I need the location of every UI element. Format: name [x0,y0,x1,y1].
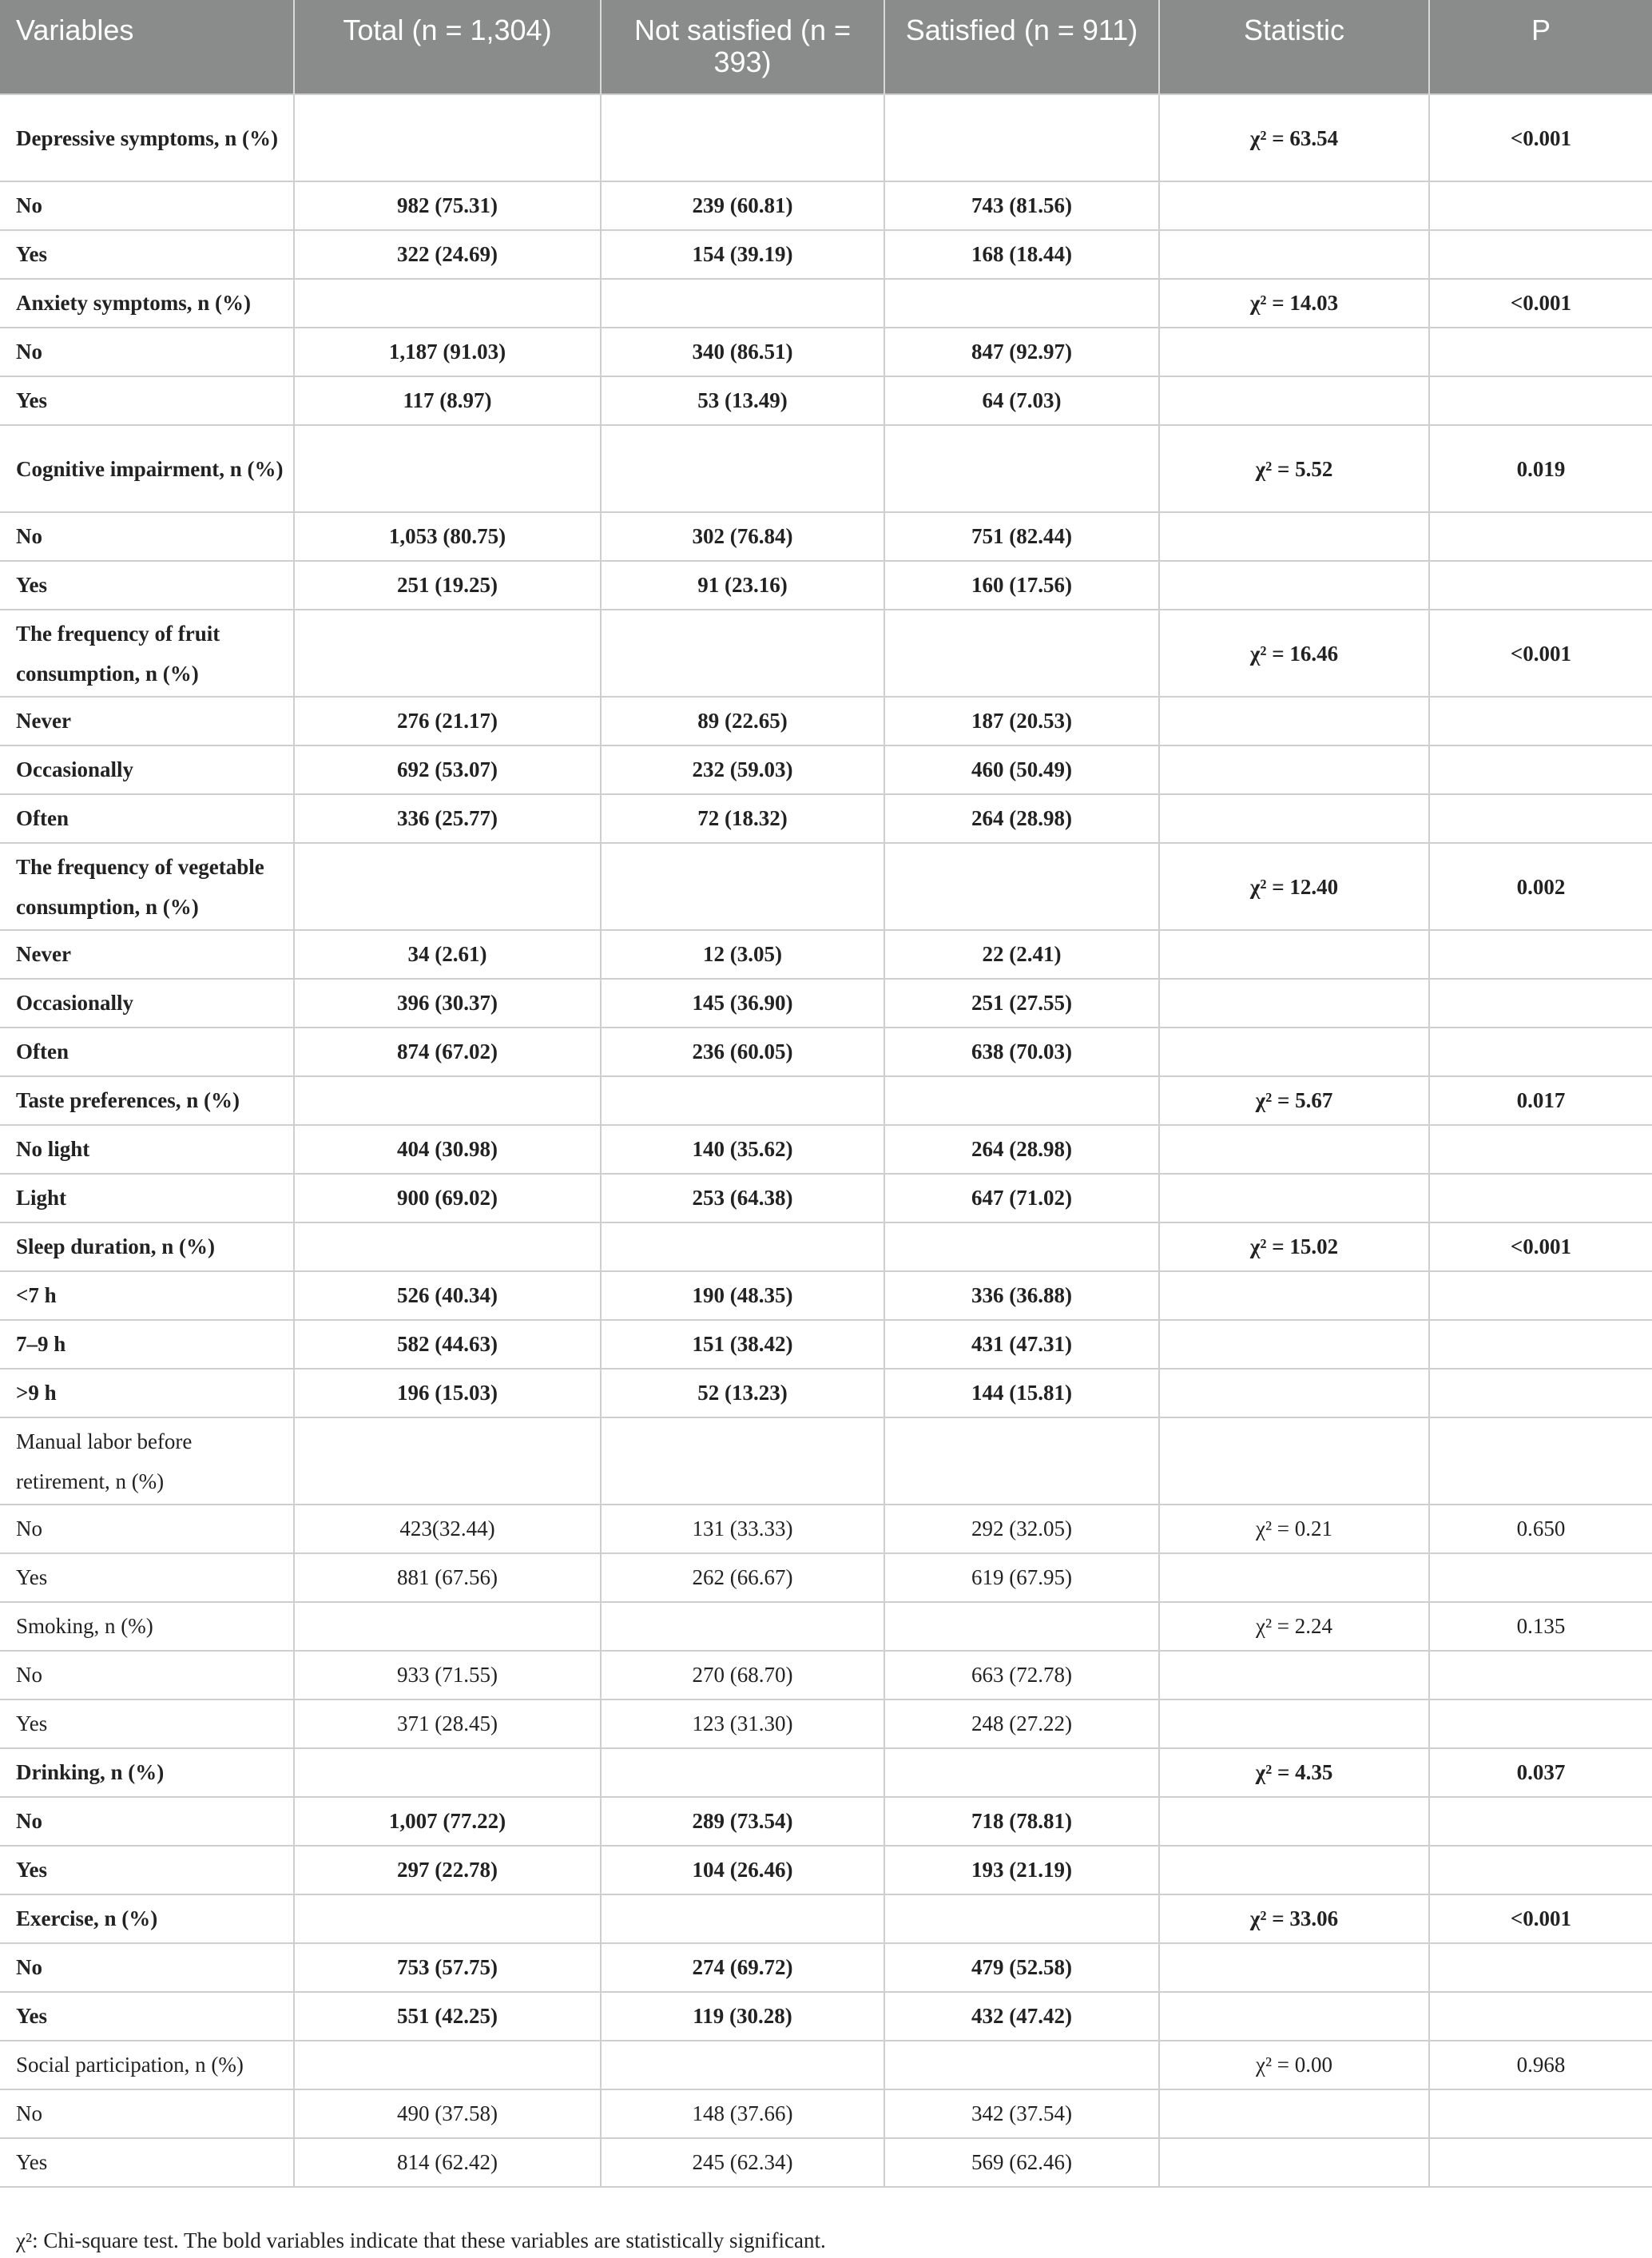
cell-not-satisfied: 190 (48.35) [601,1271,884,1320]
table-row [0,1222,1652,1271]
cell-satisfied: 432 (47.42) [884,1992,1159,2041]
cell-total: 196 (15.03) [294,1369,601,1417]
cell-p: <0.001 [1429,1894,1652,1943]
cell-statistic [1159,1846,1429,1894]
cell-satisfied: 64 (7.03) [884,376,1159,425]
cell-statistic [1159,697,1429,745]
table-row [0,1651,1652,1699]
table-header [0,0,1652,94]
cell-variable: Cognitive impairment, n (%) [0,425,294,512]
cell-not-satisfied: 53 (13.49) [601,376,884,425]
table-row [0,794,1652,843]
cell-p: 0.968 [1429,2041,1652,2089]
table-row [0,843,1652,930]
cell-total: 933 (71.55) [294,1651,601,1699]
cell-total: 526 (40.34) [294,1271,601,1320]
cell-not-satisfied: 236 (60.05) [601,1028,884,1076]
cell-satisfied: 479 (52.58) [884,1943,1159,1992]
cell-satisfied: 460 (50.49) [884,745,1159,794]
cell-p: <0.001 [1429,94,1652,181]
cell-p [1429,512,1652,561]
table-row [0,979,1652,1028]
cell-total [294,1748,601,1797]
cell-statistic [1159,1417,1429,1505]
cell-total: 336 (25.77) [294,794,601,843]
cell-p: 0.135 [1429,1602,1652,1651]
table-footnote: χ²: Chi-square test. The bold variables indicate that these variables are statistically significant. [16,2228,826,2252]
cell-satisfied: 22 (2.41) [884,930,1159,979]
cell-not-satisfied [601,1222,884,1271]
table-row [0,425,1652,512]
cell-total: 1,007 (77.22) [294,1797,601,1846]
cell-statistic [1159,1943,1429,1992]
cell-variable: Often [0,794,294,843]
cell-satisfied [884,843,1159,930]
cell-total: 551 (42.25) [294,1992,601,2041]
table-row [0,94,1652,181]
cell-total: 692 (53.07) [294,745,601,794]
cell-statistic [1159,930,1429,979]
cell-variable: Occasionally [0,745,294,794]
cell-not-satisfied: 289 (73.54) [601,1797,884,1846]
cell-total: 982 (75.31) [294,181,601,230]
cell-not-satisfied: 140 (35.62) [601,1125,884,1174]
cell-statistic: χ² = 15.02 [1159,1222,1429,1271]
cell-variable: Social participation, n (%) [0,2041,294,2089]
table-row [0,328,1652,376]
cell-total: 396 (30.37) [294,979,601,1028]
cell-total: 117 (8.97) [294,376,601,425]
header-satisfied: Satisfied (n = 911) [884,0,1159,94]
cell-p [1429,1174,1652,1222]
cell-not-satisfied: 253 (64.38) [601,1174,884,1222]
cell-satisfied: 144 (15.81) [884,1369,1159,1417]
cell-total [294,1222,601,1271]
cell-total: 1,053 (80.75) [294,512,601,561]
cell-statistic: χ² = 5.52 [1159,425,1429,512]
cell-total [294,1602,601,1651]
cell-total [294,1894,601,1943]
table-row [0,1174,1652,1222]
cell-variable: The frequency of vegetable consumption, n (%) [0,843,294,930]
table-body [0,94,1652,2187]
cell-variable: The frequency of fruit consumption, n (%) [0,610,294,697]
cell-statistic [1159,2089,1429,2138]
cell-statistic [1159,1553,1429,1602]
cell-variable: No light [0,1125,294,1174]
table-row [0,1553,1652,1602]
cell-p: 0.017 [1429,1076,1652,1125]
cell-total: 1,187 (91.03) [294,328,601,376]
cell-variable: Depressive symptoms, n (%) [0,94,294,181]
cell-variable: Manual labor before retirement, n (%) [0,1417,294,1505]
cell-total: 874 (67.02) [294,1028,601,1076]
cell-statistic [1159,2138,1429,2187]
table-row [0,1943,1652,1992]
cell-p [1429,1417,1652,1505]
cell-p: <0.001 [1429,1222,1652,1271]
cell-total: 753 (57.75) [294,1943,601,1992]
cell-variable: >9 h [0,1369,294,1417]
cell-p: <0.001 [1429,610,1652,697]
cell-total [294,94,601,181]
cell-p [1429,181,1652,230]
cell-statistic [1159,561,1429,610]
cell-p [1429,794,1652,843]
cell-variable: Occasionally [0,979,294,1028]
table-row [0,376,1652,425]
cell-satisfied: 187 (20.53) [884,697,1159,745]
cell-p: 0.002 [1429,843,1652,930]
cell-variable: No [0,1651,294,1699]
cell-total: 297 (22.78) [294,1846,601,1894]
cell-variable: Smoking, n (%) [0,1602,294,1651]
cell-p [1429,745,1652,794]
cell-statistic [1159,794,1429,843]
cell-satisfied: 718 (78.81) [884,1797,1159,1846]
cell-not-satisfied: 123 (31.30) [601,1699,884,1748]
cell-not-satisfied [601,1076,884,1125]
table-row [0,1320,1652,1369]
cell-variable: Yes [0,230,294,279]
cell-statistic [1159,1699,1429,1748]
cell-variable: Sleep duration, n (%) [0,1222,294,1271]
cell-not-satisfied [601,94,884,181]
cell-statistic: χ² = 2.24 [1159,1602,1429,1651]
cell-p [1429,697,1652,745]
table-row [0,1894,1652,1943]
header-variables: Variables [0,0,294,94]
cell-statistic [1159,979,1429,1028]
cell-variable: Never [0,697,294,745]
cell-total: 814 (62.42) [294,2138,601,2187]
cell-total [294,843,601,930]
cell-total: 404 (30.98) [294,1125,601,1174]
cell-not-satisfied: 131 (33.33) [601,1505,884,1553]
cell-satisfied [884,94,1159,181]
cell-total [294,1417,601,1505]
table-row [0,512,1652,561]
cell-total [294,1076,601,1125]
cell-total: 251 (19.25) [294,561,601,610]
cell-variable: No [0,1943,294,1992]
cell-not-satisfied: 72 (18.32) [601,794,884,843]
table-row [0,697,1652,745]
cell-satisfied: 743 (81.56) [884,181,1159,230]
table-row [0,1797,1652,1846]
cell-variable: 7–9 h [0,1320,294,1369]
cell-variable: Taste preferences, n (%) [0,1076,294,1125]
cell-not-satisfied: 89 (22.65) [601,697,884,745]
cell-total: 881 (67.56) [294,1553,601,1602]
cell-satisfied: 847 (92.97) [884,328,1159,376]
table-row [0,1748,1652,1797]
cell-not-satisfied [601,1894,884,1943]
cell-not-satisfied [601,279,884,328]
cell-satisfied [884,610,1159,697]
cell-not-satisfied: 145 (36.90) [601,979,884,1028]
cell-variable: No [0,181,294,230]
cell-satisfied: 264 (28.98) [884,1125,1159,1174]
cell-variable: Never [0,930,294,979]
table-row [0,2138,1652,2187]
cell-total: 34 (2.61) [294,930,601,979]
table-row [0,1125,1652,1174]
cell-variable: No [0,1505,294,1553]
cell-not-satisfied: 52 (13.23) [601,1369,884,1417]
cell-satisfied: 264 (28.98) [884,794,1159,843]
cell-not-satisfied: 270 (68.70) [601,1651,884,1699]
table-row [0,1271,1652,1320]
cell-satisfied [884,279,1159,328]
cell-statistic [1159,1028,1429,1076]
cell-not-satisfied: 274 (69.72) [601,1943,884,1992]
cell-p [1429,1943,1652,1992]
cell-p [1429,1553,1652,1602]
cell-p [1429,1125,1652,1174]
cell-statistic [1159,1369,1429,1417]
cell-variable: <7 h [0,1271,294,1320]
header-row [0,0,1652,94]
cell-statistic [1159,745,1429,794]
cell-statistic [1159,181,1429,230]
cell-satisfied [884,1602,1159,1651]
cell-p [1429,979,1652,1028]
cell-satisfied [884,1076,1159,1125]
table-row [0,1505,1652,1553]
cell-statistic: χ² = 12.40 [1159,843,1429,930]
cell-total [294,2041,601,2089]
cell-statistic [1159,1992,1429,2041]
cell-satisfied: 751 (82.44) [884,512,1159,561]
cell-not-satisfied: 232 (59.03) [601,745,884,794]
cell-satisfied: 160 (17.56) [884,561,1159,610]
table-row [0,745,1652,794]
cell-satisfied: 569 (62.46) [884,2138,1159,2187]
table-row [0,930,1652,979]
cell-statistic [1159,1651,1429,1699]
cell-p [1429,1369,1652,1417]
cell-variable: No [0,1797,294,1846]
cell-variable: Yes [0,376,294,425]
cell-variable: Drinking, n (%) [0,1748,294,1797]
table-row [0,2089,1652,2138]
cell-p [1429,328,1652,376]
cell-statistic [1159,1797,1429,1846]
cell-not-satisfied: 148 (37.66) [601,2089,884,2138]
cell-statistic: χ² = 63.54 [1159,94,1429,181]
header-p: P [1429,0,1652,94]
table-row [0,1076,1652,1125]
cell-variable: No [0,328,294,376]
cell-statistic [1159,512,1429,561]
cell-statistic [1159,1125,1429,1174]
cell-statistic: χ² = 33.06 [1159,1894,1429,1943]
cell-p [1429,2089,1652,2138]
cell-total: 322 (24.69) [294,230,601,279]
table-row [0,610,1652,697]
cell-variable: No [0,512,294,561]
cell-satisfied: 336 (36.88) [884,1271,1159,1320]
cell-statistic: χ² = 4.35 [1159,1748,1429,1797]
table-row [0,1028,1652,1076]
cell-satisfied: 431 (47.31) [884,1320,1159,1369]
cell-total [294,425,601,512]
cell-variable: Yes [0,1846,294,1894]
table-row [0,561,1652,610]
cell-satisfied: 168 (18.44) [884,230,1159,279]
header-statistic: Statistic [1159,0,1429,94]
cell-not-satisfied [601,425,884,512]
cell-not-satisfied [601,610,884,697]
cell-p [1429,1699,1652,1748]
cell-variable: Light [0,1174,294,1222]
cell-satisfied: 663 (72.78) [884,1651,1159,1699]
cell-variable: Exercise, n (%) [0,1894,294,1943]
cell-not-satisfied: 104 (26.46) [601,1846,884,1894]
cell-total: 582 (44.63) [294,1320,601,1369]
cell-total [294,610,601,697]
cell-total [294,279,601,328]
cell-p [1429,2138,1652,2187]
cell-not-satisfied: 340 (86.51) [601,328,884,376]
cell-p [1429,1651,1652,1699]
table-row [0,230,1652,279]
cell-not-satisfied: 91 (23.16) [601,561,884,610]
cell-variable: Yes [0,1699,294,1748]
cell-p [1429,1992,1652,2041]
cell-not-satisfied: 262 (66.67) [601,1553,884,1602]
table-row [0,1417,1652,1505]
cell-satisfied: 342 (37.54) [884,2089,1159,2138]
cell-p [1429,1797,1652,1846]
table-row [0,1992,1652,2041]
cell-satisfied: 619 (67.95) [884,1553,1159,1602]
cell-p [1429,1846,1652,1894]
cell-total: 371 (28.45) [294,1699,601,1748]
cell-p [1429,1320,1652,1369]
cell-not-satisfied: 12 (3.05) [601,930,884,979]
cell-satisfied [884,1894,1159,1943]
cell-satisfied [884,1417,1159,1505]
cell-not-satisfied: 239 (60.81) [601,181,884,230]
cell-p [1429,1271,1652,1320]
table-row [0,2041,1652,2089]
cell-satisfied [884,1222,1159,1271]
cell-variable: Yes [0,561,294,610]
header-total: Total (n = 1,304) [294,0,601,94]
cell-not-satisfied [601,1748,884,1797]
cell-statistic: χ² = 16.46 [1159,610,1429,697]
cell-p [1429,1028,1652,1076]
cell-p: <0.001 [1429,279,1652,328]
table-row [0,1846,1652,1894]
cell-total: 423(32.44) [294,1505,601,1553]
table-row [0,181,1652,230]
cell-variable: Yes [0,2138,294,2187]
cell-not-satisfied: 245 (62.34) [601,2138,884,2187]
cell-not-satisfied [601,1602,884,1651]
cell-total: 490 (37.58) [294,2089,601,2138]
cell-not-satisfied [601,1417,884,1505]
cell-variable: Yes [0,1553,294,1602]
cell-statistic [1159,328,1429,376]
cell-statistic [1159,1271,1429,1320]
cell-satisfied: 638 (70.03) [884,1028,1159,1076]
cell-statistic [1159,376,1429,425]
cell-p [1429,561,1652,610]
cell-total: 900 (69.02) [294,1174,601,1222]
cell-not-satisfied: 151 (38.42) [601,1320,884,1369]
cell-total: 276 (21.17) [294,697,601,745]
cell-satisfied: 248 (27.22) [884,1699,1159,1748]
cell-p: 0.650 [1429,1505,1652,1553]
table-row [0,1699,1652,1748]
cell-statistic [1159,230,1429,279]
table-row [0,1602,1652,1651]
cell-satisfied [884,425,1159,512]
table-row [0,1369,1652,1417]
cell-statistic: χ² = 0.00 [1159,2041,1429,2089]
cell-variable: Anxiety symptoms, n (%) [0,279,294,328]
table-row [0,279,1652,328]
cell-not-satisfied: 154 (39.19) [601,230,884,279]
cell-p: 0.037 [1429,1748,1652,1797]
cell-satisfied: 193 (21.19) [884,1846,1159,1894]
cell-satisfied: 251 (27.55) [884,979,1159,1028]
cell-variable: Often [0,1028,294,1076]
cell-statistic [1159,1320,1429,1369]
cell-p: 0.019 [1429,425,1652,512]
cell-not-satisfied [601,843,884,930]
cell-p [1429,230,1652,279]
cell-not-satisfied [601,2041,884,2089]
cell-satisfied [884,1748,1159,1797]
cell-variable: No [0,2089,294,2138]
cell-statistic: χ² = 0.21 [1159,1505,1429,1553]
cell-satisfied: 647 (71.02) [884,1174,1159,1222]
cell-statistic: χ² = 5.67 [1159,1076,1429,1125]
cell-variable: Yes [0,1992,294,2041]
cell-statistic: χ² = 14.03 [1159,279,1429,328]
header-not-satisfied: Not satisfied (n = 393) [601,0,884,94]
cell-p [1429,376,1652,425]
cell-not-satisfied: 119 (30.28) [601,1992,884,2041]
cell-p [1429,930,1652,979]
cell-satisfied [884,2041,1159,2089]
cell-not-satisfied: 302 (76.84) [601,512,884,561]
cell-statistic [1159,1174,1429,1222]
cell-satisfied: 292 (32.05) [884,1505,1159,1553]
